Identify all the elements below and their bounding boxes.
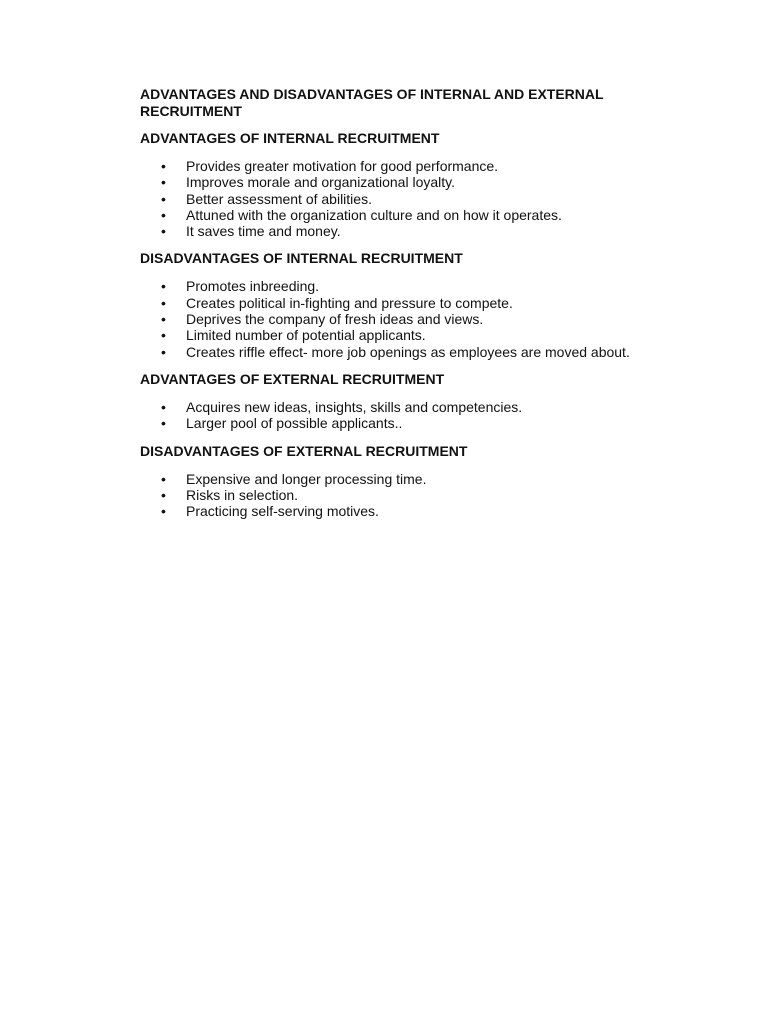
list-item-text: It saves time and money. bbox=[186, 223, 341, 240]
list-item-text: Creates political in-fighting and pressure to compete. bbox=[186, 294, 513, 311]
bullet-icon: • bbox=[161, 158, 166, 174]
list-item bbox=[140, 344, 660, 360]
bullet-icon: • bbox=[161, 415, 166, 432]
list-item bbox=[140, 191, 660, 207]
bullet-icon: • bbox=[161, 278, 166, 295]
list-item-text: Acquires new ideas, insights, skills and competencies. bbox=[186, 398, 523, 415]
list-item bbox=[140, 223, 660, 239]
bullet-icon: • bbox=[161, 486, 166, 503]
document-content bbox=[140, 86, 660, 530]
list-item-text: Larger pool of possible applicants.. bbox=[186, 415, 403, 432]
bullet-list-advantages-external bbox=[140, 399, 660, 432]
list-item-text: Promotes inbreeding. bbox=[186, 278, 320, 295]
bullet-list-disadvantages-external bbox=[140, 471, 660, 520]
list-item bbox=[140, 399, 660, 415]
list-item-text: Risks in selection. bbox=[186, 486, 299, 503]
list-item-text: Limited number of potential applicants. bbox=[186, 327, 426, 344]
bullet-icon: • bbox=[161, 327, 166, 344]
document-title: ADVANTAGES AND DISADVANTAGES OF INTERNAL AND EXTERNAL RECRUITMENT bbox=[140, 86, 604, 119]
list-item-text: Better assessment of abilities. bbox=[186, 190, 372, 207]
list-item-text: Improves morale and organizational loyalty. bbox=[186, 174, 455, 191]
list-item bbox=[140, 311, 660, 327]
bullet-icon: • bbox=[161, 311, 166, 328]
list-item-text: Creates riffle effect- more job openings as employees are moved about. bbox=[186, 343, 630, 360]
bullet-icon: • bbox=[161, 503, 166, 520]
list-item-text: Attuned with the organization culture and on how it operates. bbox=[186, 206, 562, 223]
bullet-icon: • bbox=[161, 223, 166, 240]
list-item bbox=[140, 327, 660, 343]
bullet-icon: • bbox=[161, 174, 166, 191]
bullet-icon: • bbox=[161, 470, 166, 487]
list-item-text: Expensive and longer processing time. bbox=[186, 470, 427, 487]
section-heading-advantages-external: ADVANTAGES OF EXTERNAL RECRUITMENT bbox=[140, 370, 445, 387]
section-heading-advantages-internal: ADVANTAGES OF INTERNAL RECRUITMENT bbox=[140, 130, 440, 146]
bullet-icon: • bbox=[161, 190, 166, 207]
list-item bbox=[140, 503, 660, 519]
bullet-icon: • bbox=[161, 343, 166, 360]
section-heading-disadvantages-internal: DISADVANTAGES OF INTERNAL RECRUITMENT bbox=[140, 250, 463, 267]
list-item-text: Provides greater motivation for good performance. bbox=[186, 158, 499, 174]
list-item bbox=[140, 471, 660, 487]
list-item bbox=[140, 207, 660, 223]
bullet-icon: • bbox=[161, 398, 166, 415]
list-item bbox=[140, 174, 660, 190]
bullet-icon: • bbox=[161, 294, 166, 311]
list-item-text: Practicing self-serving motives. bbox=[186, 503, 379, 520]
list-item bbox=[140, 295, 660, 311]
section-heading-disadvantages-external: DISADVANTAGES OF EXTERNAL RECRUITMENT bbox=[140, 442, 468, 459]
list-item bbox=[140, 415, 660, 431]
bullet-list-advantages-internal bbox=[140, 158, 660, 239]
bullet-list-disadvantages-internal bbox=[140, 278, 660, 359]
bullet-icon: • bbox=[161, 206, 166, 223]
list-item bbox=[140, 278, 660, 294]
list-item bbox=[140, 487, 660, 503]
list-item bbox=[140, 158, 660, 174]
list-item-text: Deprives the company of fresh ideas and views. bbox=[186, 311, 484, 328]
